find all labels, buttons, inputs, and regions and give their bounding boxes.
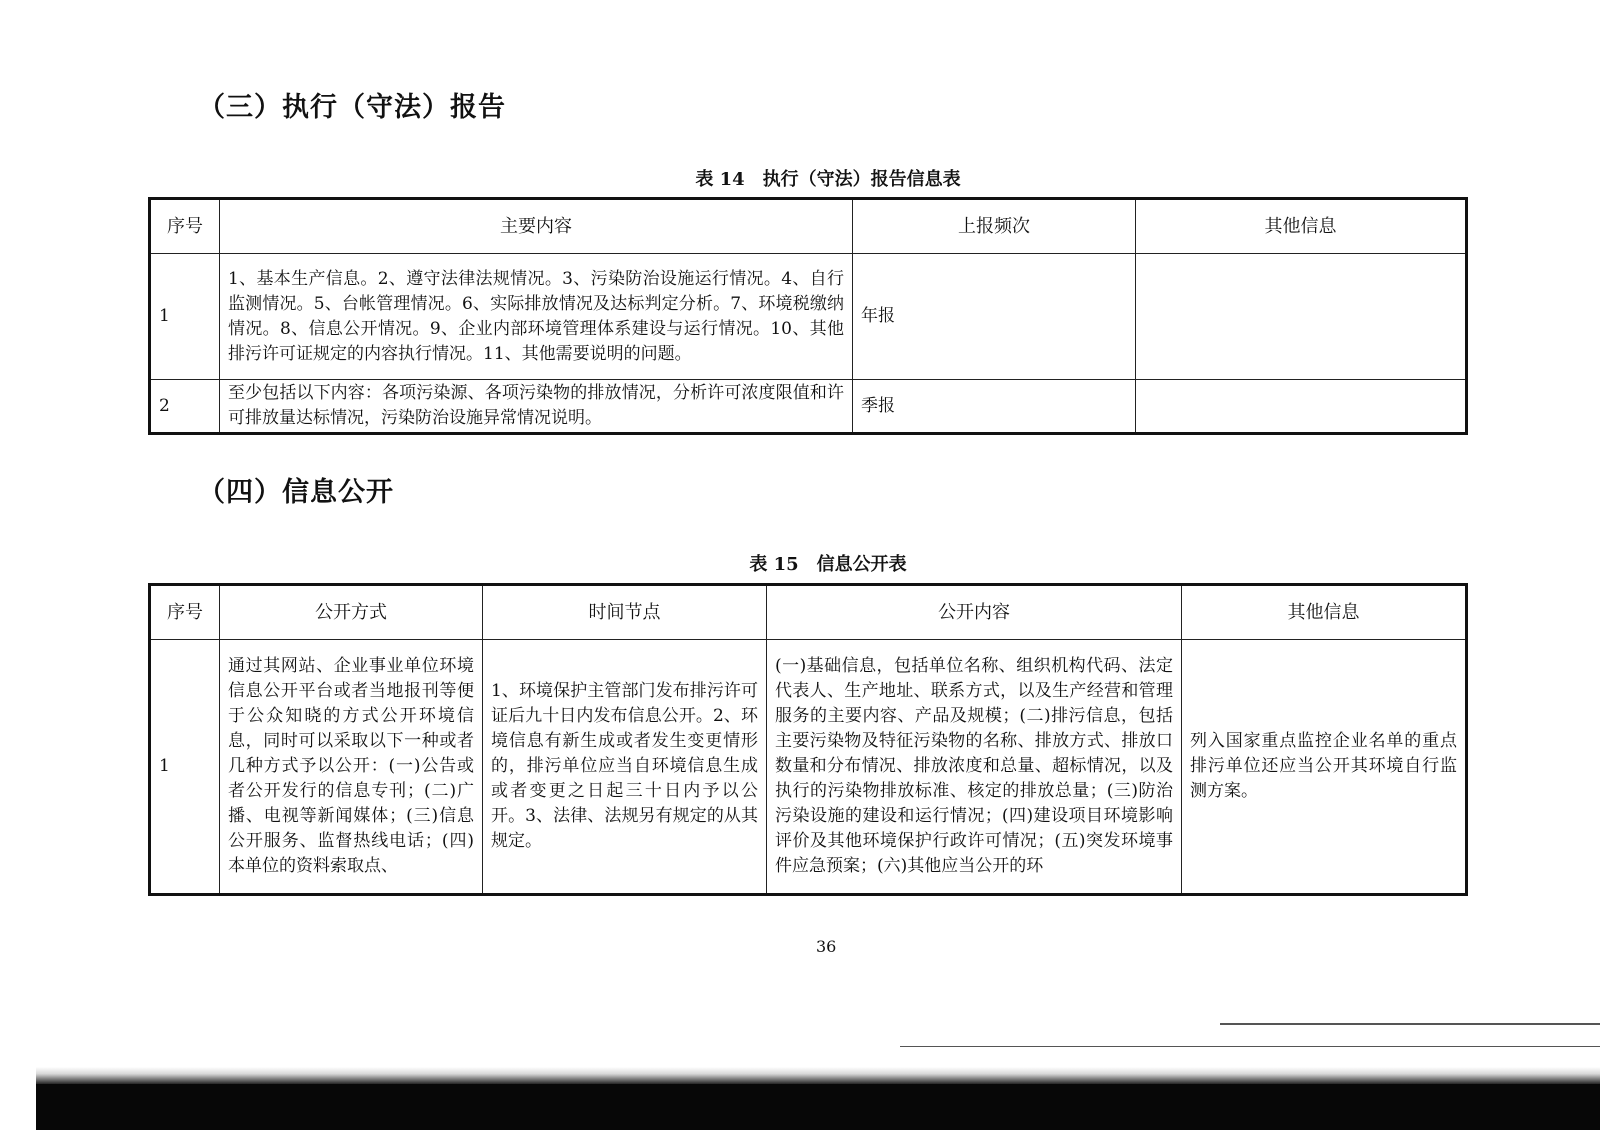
row-frequency: 年报 — [853, 254, 1136, 380]
row-other-text: 列入国家重点监控企业名单的重点排污单位还应当公开其环境自行监测方案。 — [1190, 731, 1457, 801]
row-method — [220, 640, 483, 895]
section-heading-3: （三）执行（守法）报告 — [198, 92, 506, 123]
row-number: 1 — [150, 254, 220, 380]
row-content-text: 1、基本生产信息。2、遵守法律法规情况。3、污染防治设施运行情况。4、自行监测情况。5、台帐管理情况。6、实际排放情况及达标判定分析。7、环境税缴纳情况。8、信息公开情况。9、企业内部环境管理体系建设与运行情况。10、其他排污许可证规定的内容执行情况。11、其他需要说明的问题。 — [228, 268, 844, 364]
row-other — [1182, 640, 1467, 895]
scan-artifact-line — [1220, 1023, 1600, 1025]
table-15-caption: 表 15 信息公开表 — [749, 554, 907, 575]
column-header-method: 公开方式 — [220, 585, 483, 640]
column-header-content: 公开内容 — [767, 585, 1182, 640]
row-timing — [483, 640, 767, 895]
section-heading-4: （四）信息公开 — [198, 477, 394, 508]
column-header-other: 其他信息 — [1182, 585, 1467, 640]
row-other — [1136, 380, 1467, 434]
scan-artifact-line — [900, 1046, 1600, 1047]
table-15 — [148, 583, 1468, 896]
column-header-other: 其他信息 — [1136, 199, 1467, 254]
column-header-timing: 时间节点 — [483, 585, 767, 640]
row-number: 1 — [150, 640, 220, 895]
table-row — [150, 254, 1467, 380]
row-content-text: 至少包括以下内容：各项污染源、各项污染物的排放情况，分析许可浓度限值和许可排放量达标情况，污染防治设施异常情况说明。 — [228, 383, 844, 428]
row-other — [1136, 254, 1467, 380]
row-number: 2 — [150, 380, 220, 434]
row-content — [220, 380, 853, 434]
column-header-content: 主要内容 — [220, 199, 853, 254]
row-timing-text: 1、环境保护主管部门发布排污许可证后九十日内发布信息公开。2、环境信息有新生成或者发生变更情形的，排污单位应当自环境信息生成或者变更之日起三十日内予以公开。3、法律、法规另有规定的从其规定。 — [491, 681, 758, 851]
page-number: 36 — [816, 937, 837, 956]
table-row — [150, 380, 1467, 434]
column-header-frequency: 上报频次 — [853, 199, 1136, 254]
column-header-no: 序号 — [150, 199, 220, 254]
table-header-row — [150, 199, 1467, 254]
row-content — [767, 640, 1182, 895]
row-content-text: (一)基础信息，包括单位名称、组织机构代码、法定代表人、生产地址、联系方式，以及生产经营和管理服务的主要内容、产品及规模；(二)排污信息，包括主要污染物及特征污染物的名称、排放方式、排放口数量和分布情况、排放浓度和总量、超标情况，以及执行的污染物排放标准、核定的排放总量；(三)防治污染设施的建设和运行情况；(四)建设项目环境影响评价及其他环境保护行政许可情况；(五)突发环境事件应急预案；(六)其他应当公开的环 — [775, 656, 1173, 876]
table-14 — [148, 197, 1468, 435]
row-frequency: 季报 — [853, 380, 1136, 434]
table-row — [150, 640, 1467, 895]
scan-edge-shadow — [36, 1067, 1600, 1084]
table-header-row — [150, 585, 1467, 640]
scan-border-bar — [36, 1084, 1600, 1130]
column-header-no: 序号 — [150, 585, 220, 640]
row-content — [220, 254, 853, 380]
table-14-caption: 表 14 执行（守法）报告信息表 — [695, 169, 961, 190]
row-method-text: 通过其网站、企业事业单位环境信息公开平台或者当地报刊等便于公众知晓的方式公开环境信息，同时可以采取以下一种或者几种方式予以公开：(一)公告或者公开发行的信息专刊；(二)广播、电视等新闻媒体；(三)信息公开服务、监督热线电话；(四)本单位的资料索取点、 — [228, 656, 474, 876]
